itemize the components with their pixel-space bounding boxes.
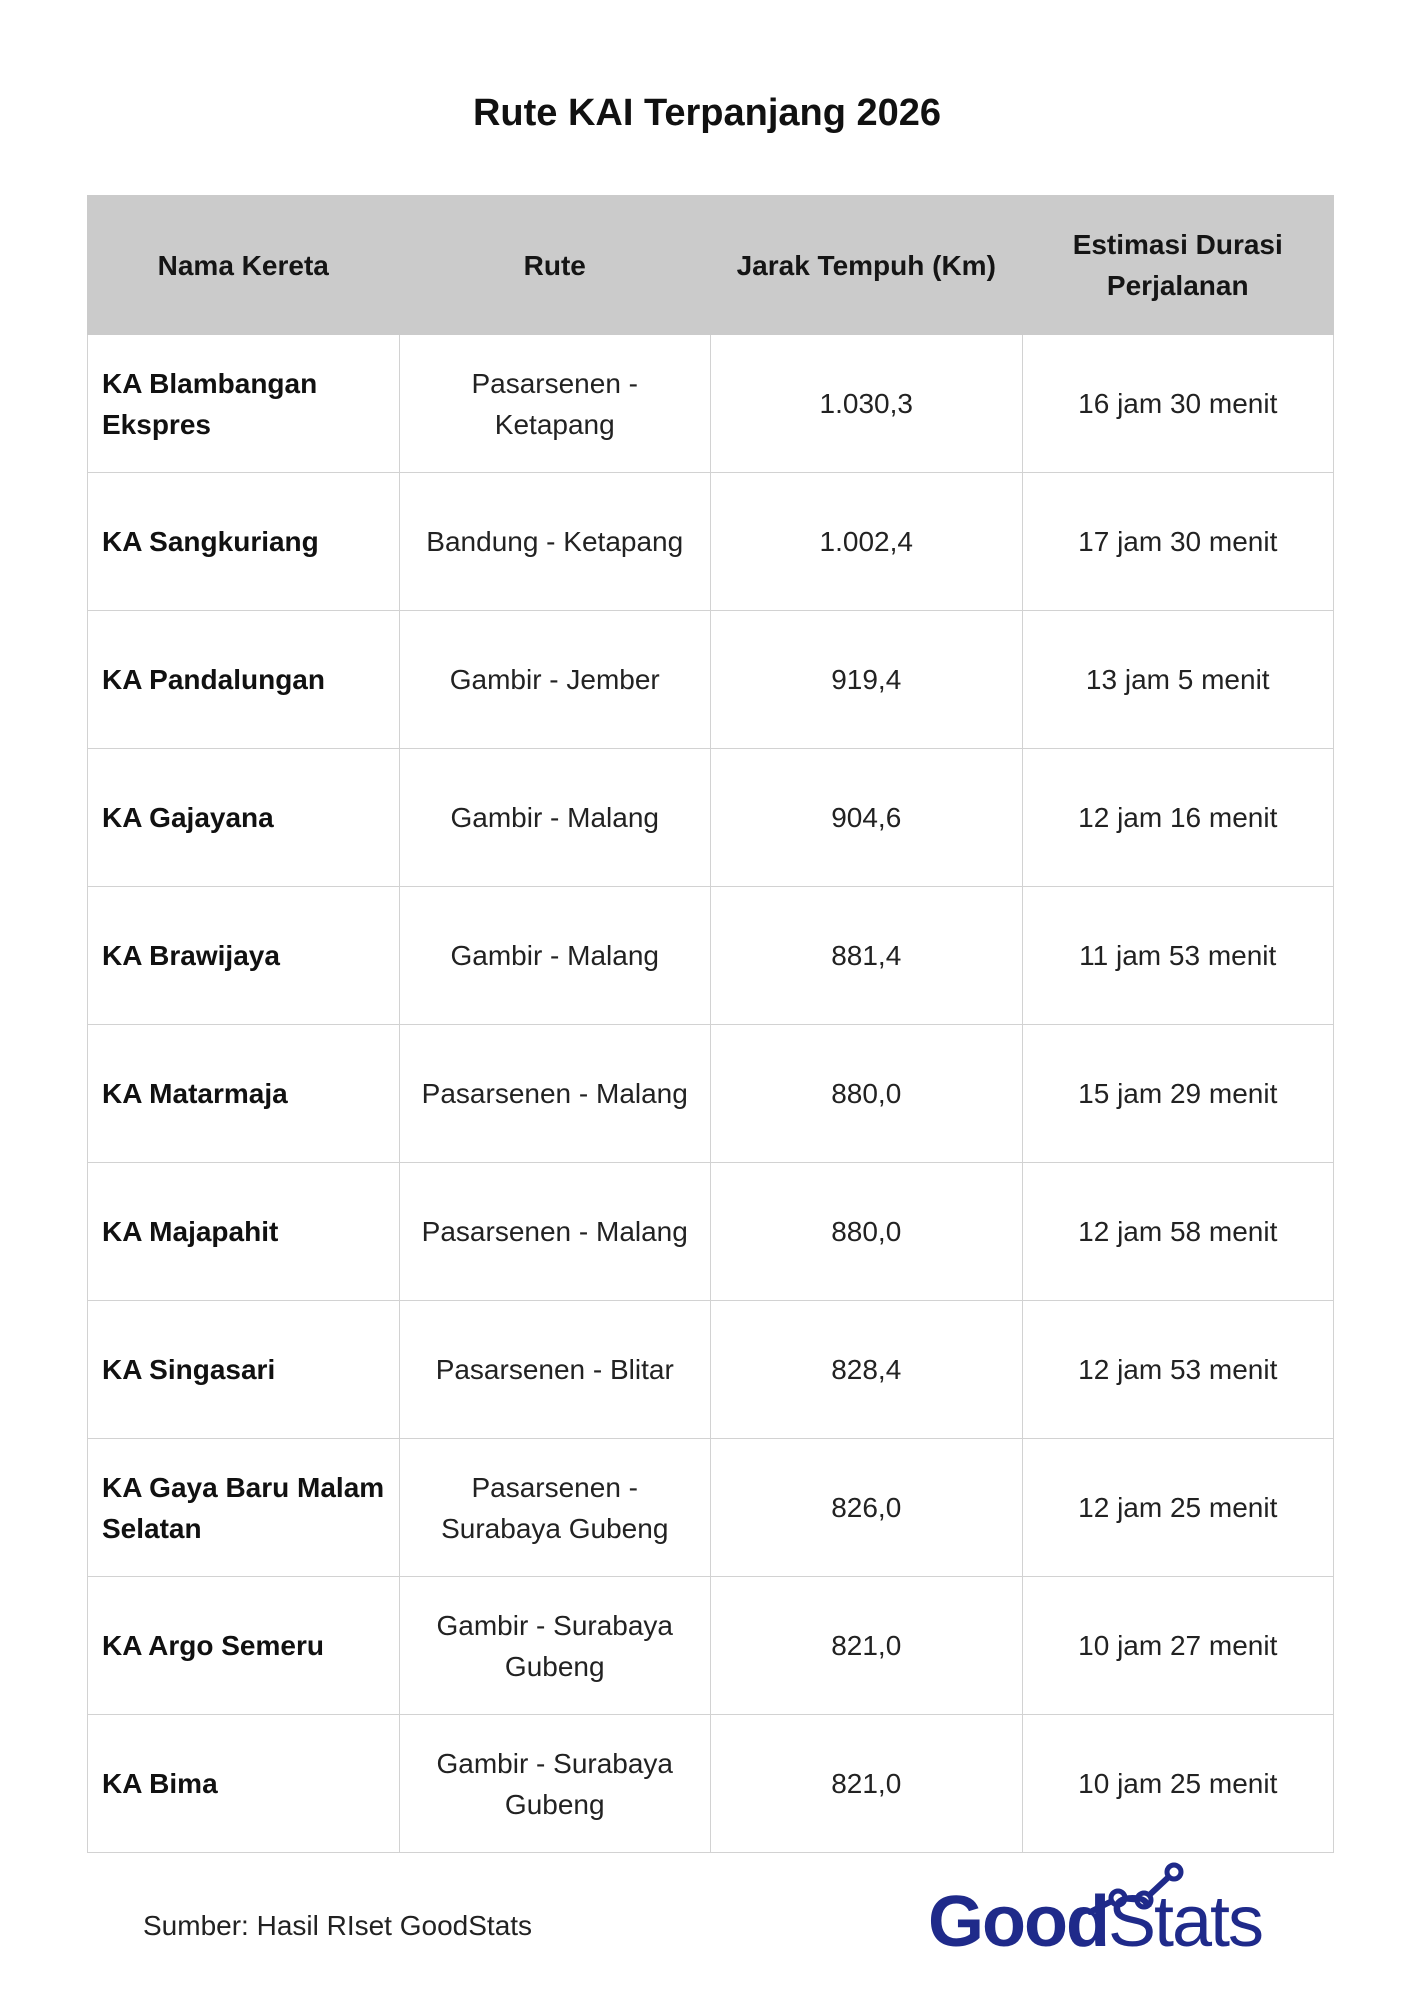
- distance-cell: 904,6: [711, 749, 1023, 887]
- distance-cell: 828,4: [711, 1301, 1023, 1439]
- table-row: [88, 611, 1334, 749]
- route-cell: Gambir - Malang: [399, 749, 711, 887]
- table-row: [88, 1439, 1334, 1577]
- goodstats-logo: [928, 1860, 1288, 1970]
- table-row: [88, 1163, 1334, 1301]
- table-row: [88, 473, 1334, 611]
- logo-wordmark: [928, 1882, 1262, 1962]
- distance-cell: 821,0: [711, 1715, 1023, 1853]
- duration-cell: 10 jam 27 menit: [1022, 1577, 1334, 1715]
- route-cell: Pasarsenen - Malang: [399, 1163, 711, 1301]
- header-duration: Estimasi Durasi Perjalanan: [1022, 196, 1334, 335]
- duration-cell: 10 jam 25 menit: [1022, 1715, 1334, 1853]
- train-name-cell: KA Pandalungan: [88, 611, 400, 749]
- distance-cell: 1.030,3: [711, 335, 1023, 473]
- duration-cell: 12 jam 16 menit: [1022, 749, 1334, 887]
- distance-cell: 826,0: [711, 1439, 1023, 1577]
- header-route: Rute: [399, 196, 711, 335]
- route-cell: Gambir - Malang: [399, 887, 711, 1025]
- route-cell: Gambir - Surabaya Gubeng: [399, 1715, 711, 1853]
- train-routes-table: [87, 195, 1334, 1853]
- route-cell: Gambir - Surabaya Gubeng: [399, 1577, 711, 1715]
- page-title: Rute KAI Terpanjang 2026: [472, 92, 942, 134]
- train-name-cell: KA Majapahit: [88, 1163, 400, 1301]
- table-row: [88, 887, 1334, 1025]
- route-cell: Pasarsenen - Blitar: [399, 1301, 711, 1439]
- route-cell: Bandung - Ketapang: [399, 473, 711, 611]
- table-header-row: [88, 196, 1334, 335]
- logo-stats-text: Stats: [1107, 1882, 1263, 1962]
- logo-good-text: Good: [928, 1882, 1108, 1962]
- duration-cell: 16 jam 30 menit: [1022, 335, 1334, 473]
- train-name-cell: KA Gaya Baru Malam Selatan: [88, 1439, 400, 1577]
- table-row: [88, 1025, 1334, 1163]
- duration-cell: 12 jam 53 menit: [1022, 1301, 1334, 1439]
- train-name-cell: KA Gajayana: [88, 749, 400, 887]
- table-row: [88, 1577, 1334, 1715]
- header-distance: Jarak Tempuh (Km): [711, 196, 1023, 335]
- distance-cell: 880,0: [711, 1025, 1023, 1163]
- route-cell: Gambir - Jember: [399, 611, 711, 749]
- source-note: Sumber: Hasil RIset GoodStats: [143, 1910, 533, 1941]
- route-cell: Pasarsenen - Malang: [399, 1025, 711, 1163]
- distance-cell: 821,0: [711, 1577, 1023, 1715]
- duration-cell: 12 jam 58 menit: [1022, 1163, 1334, 1301]
- train-name-cell: KA Matarmaja: [88, 1025, 400, 1163]
- distance-cell: 880,0: [711, 1163, 1023, 1301]
- distance-cell: 1.002,4: [711, 473, 1023, 611]
- duration-cell: 13 jam 5 menit: [1022, 611, 1334, 749]
- train-name-cell: KA Sangkuriang: [88, 473, 400, 611]
- route-cell: Pasarsenen - Surabaya Gubeng: [399, 1439, 711, 1577]
- duration-cell: 12 jam 25 menit: [1022, 1439, 1334, 1577]
- train-name-cell: KA Singasari: [88, 1301, 400, 1439]
- duration-cell: 17 jam 30 menit: [1022, 473, 1334, 611]
- table-row: [88, 749, 1334, 887]
- table-row: [88, 1715, 1334, 1853]
- train-name-cell: KA Argo Semeru: [88, 1577, 400, 1715]
- train-name-cell: KA Blambangan Ekspres: [88, 335, 400, 473]
- table-row: [88, 1301, 1334, 1439]
- route-cell: Pasarsenen - Ketapang: [399, 335, 711, 473]
- header-train-name: Nama Kereta: [88, 196, 400, 335]
- table-row: [88, 335, 1334, 473]
- train-name-cell: KA Brawijaya: [88, 887, 400, 1025]
- distance-cell: 881,4: [711, 887, 1023, 1025]
- train-name-cell: KA Bima: [88, 1715, 400, 1853]
- duration-cell: 15 jam 29 menit: [1022, 1025, 1334, 1163]
- distance-cell: 919,4: [711, 611, 1023, 749]
- duration-cell: 11 jam 53 menit: [1022, 887, 1334, 1025]
